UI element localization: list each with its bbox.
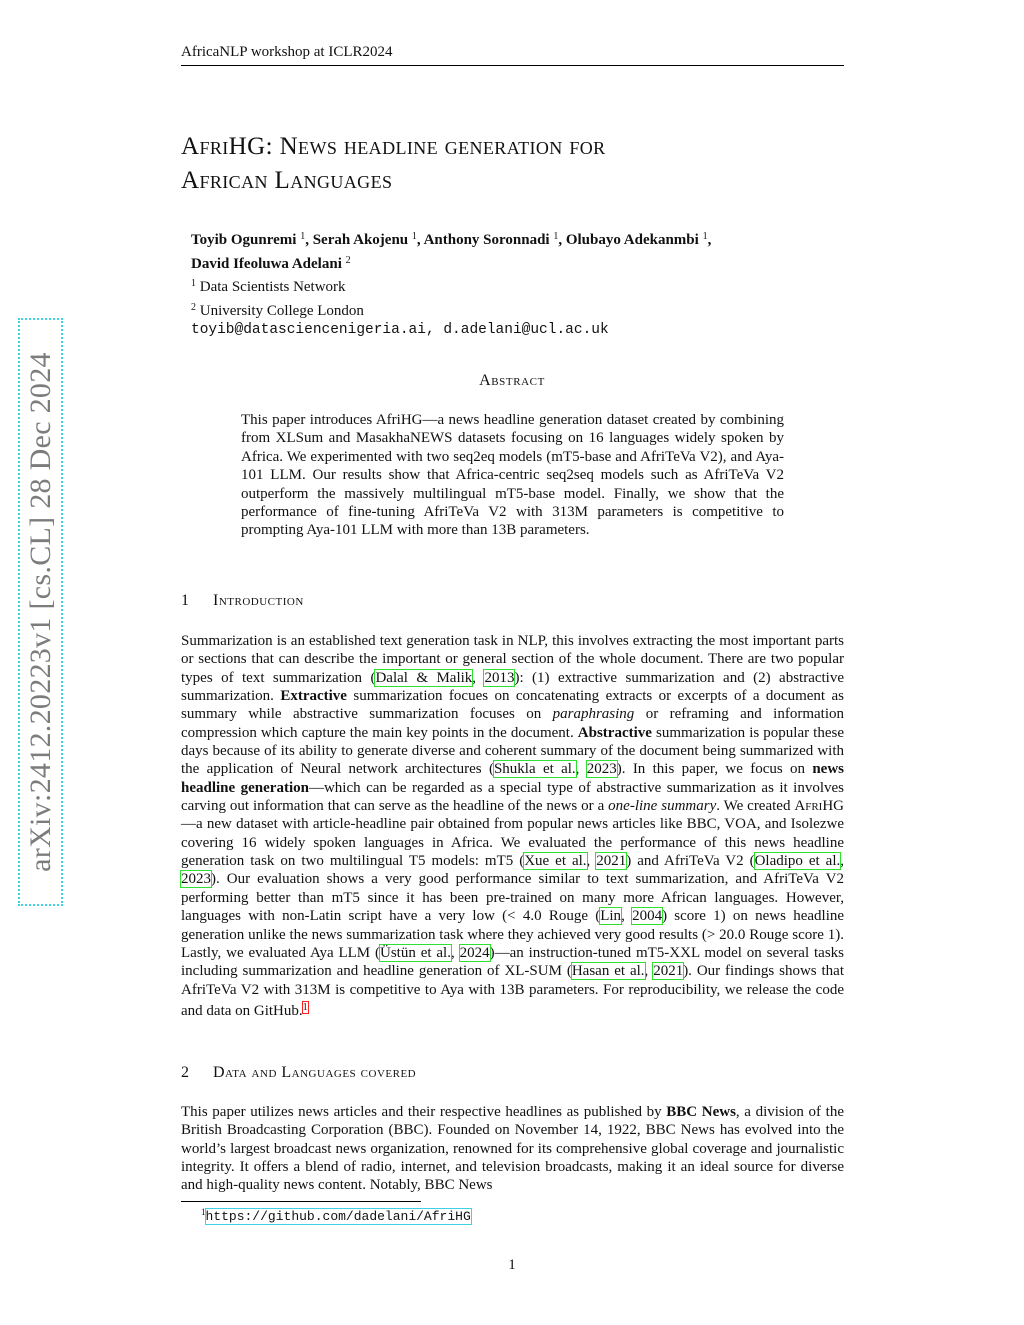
- section-title: Data and Languages covered: [213, 1064, 417, 1081]
- body-text: ). In this paper, we focus on: [616, 761, 813, 778]
- body-text: ,: [644, 963, 654, 980]
- citation-year-link[interactable]: 2024: [459, 944, 490, 961]
- arxiv-identifier: arXiv:2412.20223v1 [cs.CL] 28 Dec 2024: [23, 352, 57, 872]
- citation-link[interactable]: Oladipo et al.: [754, 853, 841, 870]
- author-name: , Serah Akojenu: [305, 232, 409, 248]
- author-name: Toyib Ogunremi: [191, 232, 297, 248]
- citation-year-link[interactable]: 2004: [632, 908, 663, 925]
- author-name: David Ifeoluwa Adelani: [191, 255, 342, 272]
- citation-link[interactable]: Hasan et al.: [571, 963, 645, 980]
- body-text: ). Our findings shows that AfriTeVa V2 with 313M is competitive to Aya with 13B parameters. For reproducibility, we release the code and data on GitHub.: [181, 963, 845, 1019]
- footnote-rule: [181, 1201, 421, 1202]
- affiliation-name: University College London: [196, 302, 364, 319]
- citation-year-link[interactable]: 2023: [586, 761, 617, 778]
- title-acronym: AfriHG: [181, 133, 266, 160]
- body-text: ,: [450, 944, 460, 961]
- author-separator: ,: [707, 232, 712, 248]
- citation-year-link[interactable]: 2013: [484, 669, 515, 686]
- section-heading-introduction: [181, 592, 304, 610]
- affiliation-marker: 2: [191, 301, 196, 313]
- header-rule: [181, 65, 844, 66]
- body-text: summarization focues on concatenating extracts or excerpts of a document as summary while abstractive summarization focuses on: [181, 688, 844, 723]
- citation-link[interactable]: Shukla et al.: [493, 761, 576, 778]
- citation-link[interactable]: Üstün et al.: [380, 944, 451, 961]
- introduction-paragraph: [181, 632, 844, 1020]
- bold-term: Abstractive: [577, 724, 652, 741]
- affiliation-2: [191, 298, 831, 322]
- body-text: Summarization is an established text generation task in NLP, this involves extracting the most important parts or sections that can describe the important or general section of the whole document. There are two popular types of text summarization (: [181, 633, 844, 686]
- section-heading-data: [181, 1064, 416, 1082]
- affiliation-marker: 1: [300, 231, 306, 242]
- footnote: [201, 1207, 471, 1224]
- footnote-mark: 1: [201, 1207, 206, 1217]
- citation-link[interactable]: Lin: [600, 908, 622, 925]
- title-line2: African Languages: [181, 167, 393, 194]
- citation-year-link[interactable]: 2021: [653, 963, 684, 980]
- body-text: ). Our evaluation shows a very good performance similar to text summarization, and AfriTeVa V2 performing better than mT5 since it has been pre-trained on many more African languages. However, languages with non-Latin script have a very low (< 4.0 Rouge (: [181, 871, 844, 925]
- dataset-name: AfriHG: [794, 798, 844, 815]
- github-url-link[interactable]: https://github.com/dadelani/AfriHG: [205, 1209, 471, 1224]
- data-paragraph: [181, 1103, 844, 1195]
- body-text: , a division of the British Broadcasting Corporation (BBC). Founded on November 14, 1922, BBC News has evolved into the world’s largest broadcast news organization, renowned for its comprehensive global coverage and journalistic integrity. It offers a blend of radio, internet, and television broadcasts, making it an ideal source for diverse and high-quality news content. Notably, BBC News: [181, 1104, 844, 1194]
- running-head: AfricaNLP workshop at ICLR2024: [181, 44, 393, 60]
- affiliation-marker: 1: [191, 278, 196, 290]
- citation-link[interactable]: Xue et al.: [524, 853, 587, 870]
- bold-term: BBC News: [666, 1104, 736, 1120]
- body-text: ) and AfriTeVa V2 (: [626, 853, 755, 870]
- citation-year-link[interactable]: 2021: [596, 853, 627, 870]
- author-name: , Olubayo Adekanmbi: [558, 232, 699, 248]
- author-name: , Anthony Soronnadi: [416, 232, 550, 248]
- italic-term: one-line summary: [608, 798, 717, 815]
- bold-term: Extractive: [280, 688, 347, 705]
- body-text: ,: [575, 761, 587, 778]
- body-text: ,: [840, 853, 844, 870]
- bold-term: news headline generation: [181, 761, 845, 796]
- affiliation-marker: 1: [553, 231, 559, 242]
- body-text: —a new dataset with article-headline pair obtained from popular news articles like BBC, VOA, and Isolezwe covering 16 widely spoken languages in Africa. We evaluated the performance of this news headline generation task on two multilingual T5 models: mT5 (: [181, 816, 844, 870]
- footnote-reference-link[interactable]: 1: [302, 1001, 308, 1013]
- affiliation-name: Data Scientists Network: [196, 279, 346, 296]
- author-block: [191, 227, 831, 341]
- citation-link[interactable]: Dalal & Malik: [375, 669, 473, 686]
- affiliation-1: [191, 274, 831, 298]
- italic-term: paraphrasing: [552, 706, 635, 723]
- page-number: 1: [508, 1257, 516, 1273]
- body-text: or reframing and information compression which capture the main key points in the document.: [181, 706, 845, 741]
- abstract-text: This paper introduces AfriHG—a news headline generation dataset created by combining from XLSum and MasakhaNEWS datasets focusing on 16 languages widely spoken by Africa. We experimented with two seq2eq models (mT5-base and AfriTeVa V2), and Aya-101 LLM. Our results show that Africa-centric seq2seq models such as AfriTeVa V2 outperform the massively multilingual mT5-base model. Finally, we show that the performance of fine-tuning AfriTeVa V2 with 313M parameters is competitive to prompting Aya-101 LLM with more than 13B parameters.: [241, 412, 784, 539]
- section-number: 2: [181, 1064, 190, 1081]
- body-text: )—an instruction-tuned mT5-XXL model on several tasks including summarization and headline generation of XL-SUM (: [181, 944, 845, 980]
- citation-year-link[interactable]: 2023: [181, 871, 211, 888]
- body-text: ) score 1) on news headline generation unlike the news summarization task where they achieved very good results (> 20.0 Rouge score 1). Lastly, we evaluated Aya LLM (: [181, 908, 845, 961]
- author-names: [191, 227, 831, 274]
- body-text: ): (1) extractive summarization and (2) abstractive summarization.: [181, 669, 845, 705]
- section-number: 1: [181, 592, 190, 609]
- paper-title: [181, 130, 844, 198]
- body-text: ,: [472, 669, 485, 686]
- author-emails: toyib@datasciencenigeria.ai, d.adelani@ucl.ac.uk: [191, 322, 609, 339]
- section-title: Introduction: [213, 592, 304, 609]
- body-text: ,: [621, 908, 633, 925]
- body-text: ,: [586, 853, 597, 870]
- body-text: —which can be regarded as a special type of abstractive summarization as it involves carving out information that can serve as the headline of the news or a: [181, 779, 845, 815]
- body-text: summarization is popular these days because of its ability to generate diverse and coherent summary of the document being summarized with the application of Neural network architectures (: [181, 724, 844, 778]
- title-line1: News headline generation for: [279, 133, 606, 160]
- affiliation-marker: 2: [345, 254, 351, 266]
- title-colon: :: [265, 133, 273, 160]
- body-text: This paper utilizes news articles and their respective headlines as published by: [181, 1104, 667, 1120]
- abstract-heading: Abstract: [479, 372, 545, 389]
- body-text: . We created: [716, 798, 795, 815]
- affiliation-marker: 1: [411, 231, 417, 242]
- arxiv-stamp[interactable]: [18, 318, 63, 906]
- affiliation-marker: 1: [702, 231, 708, 242]
